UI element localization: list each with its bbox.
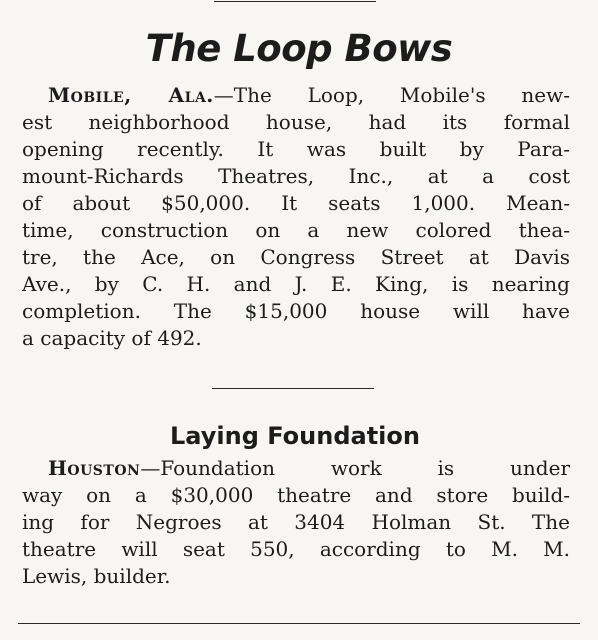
- article1-line-7: tre, the Ace, on Congress Street at Davis: [22, 245, 570, 269]
- article2-line-2: way on a $30,000 theatre and store build-: [22, 483, 570, 507]
- article1-line-5: of about $50,000. It seats 1,000. Mean-: [22, 191, 570, 215]
- article2-line-1: [22, 455, 570, 482]
- article1-line-1-text: —The Loop, Mobile's new-: [213, 83, 570, 107]
- article1-dateline: Mobile, Ala.: [48, 83, 214, 107]
- article2-line-4: theatre will seat 550, according to M. M.: [22, 537, 570, 561]
- article2-line-1-text: —Foundation work is under: [140, 456, 570, 480]
- article-the-loop-bows-body: [22, 82, 570, 352]
- article1-line-4: mount-Richards Theatres, Inc., at a cost: [22, 164, 570, 188]
- article1-line-9: completion. The $15,000 house will have: [22, 299, 570, 323]
- middle-divider-rule: [212, 388, 374, 389]
- article-laying-foundation-body: [22, 455, 570, 590]
- top-divider-rule: [214, 1, 376, 2]
- article1-line-6: time, construction on a new colored thea-: [22, 218, 570, 242]
- article1-line-10: a capacity of 492.: [22, 326, 202, 350]
- article2-line-3: ing for Negroes at 3404 Holman St. The: [22, 510, 570, 534]
- article1-line-2: est neighborhood house, had its formal: [22, 110, 570, 134]
- bottom-divider-rule: [18, 623, 580, 624]
- article1-line-8: Ave., by C. H. and J. E. King, is nearing: [22, 272, 570, 296]
- article2-dateline: Houston: [48, 456, 141, 480]
- headline-laying-foundation: Laying Foundation: [170, 422, 420, 450]
- article1-line-3: opening recently. It was built by Para-: [22, 137, 570, 161]
- article1-line-1: [22, 82, 570, 109]
- article2-line-5: Lewis, builder.: [22, 564, 171, 588]
- headline-the-loop-bows: The Loop Bows: [145, 27, 453, 70]
